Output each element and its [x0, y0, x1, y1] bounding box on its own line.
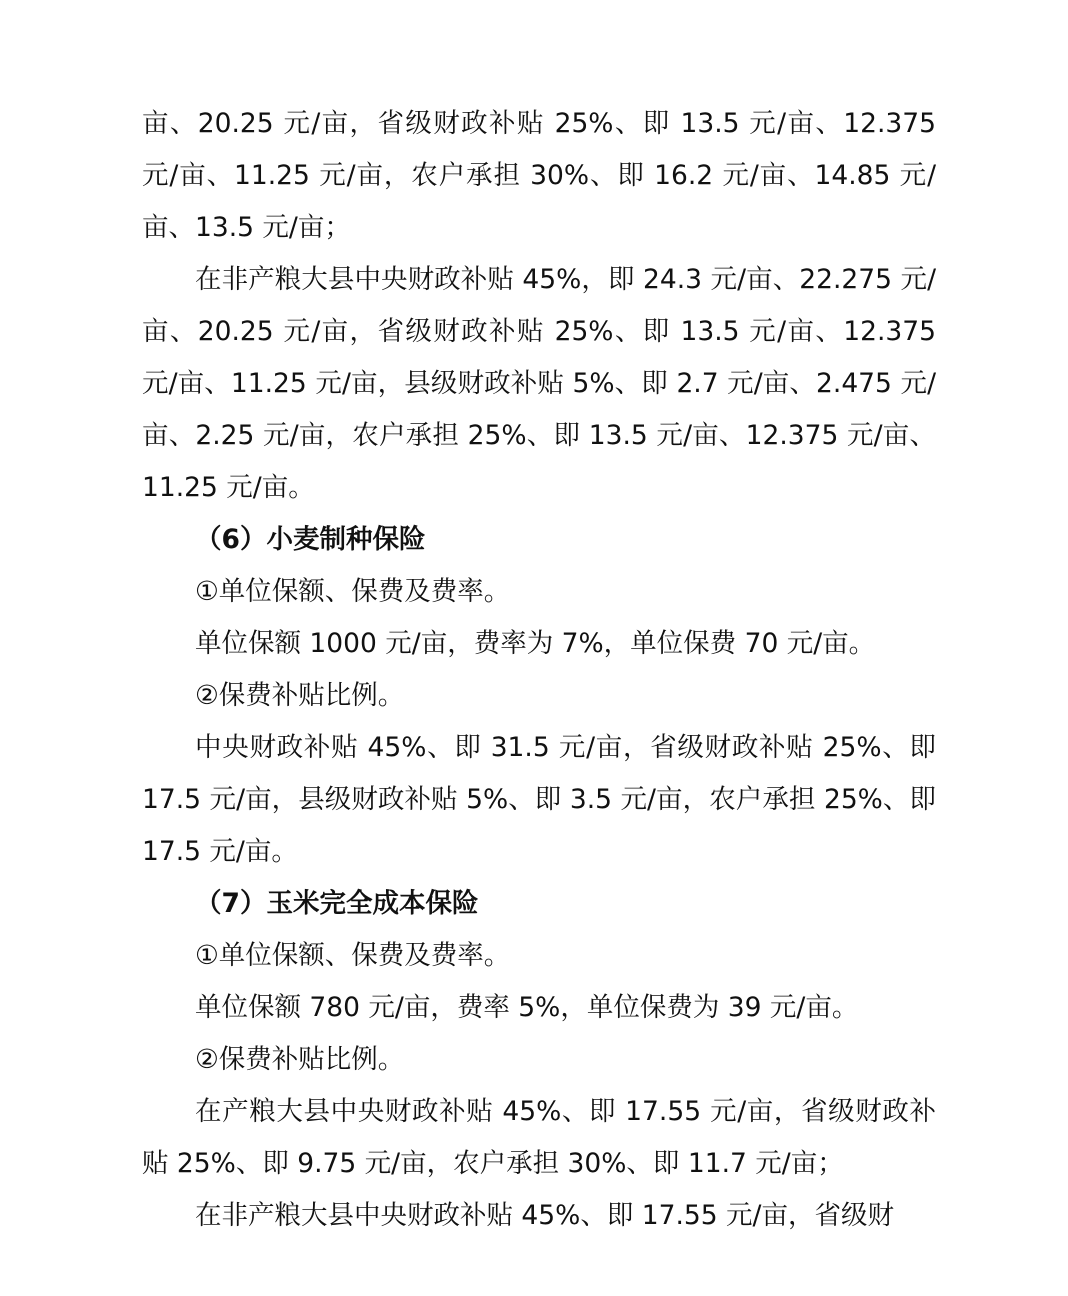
paragraph-non-grain-county-subsidy: 在非产粮大县中央财政补贴 45%，即 24.3 元/亩、22.275 元/亩、20.25 元/亩，省级财政补贴 25%、即 13.5 元/亩、12.375 元/亩、11.25 元/亩，县级财政补贴 5%、即 2.7 元/亩、2.475 元/亩、2.25 元/亩，农户承担 25%、即 13.5 元/亩、12.375 元/亩、11.25 元/亩。	[142, 264, 936, 503]
section-heading-wheat-seed-insurance: （6）小麦制种保险	[195, 524, 426, 555]
paragraph-corn-coverage: 单位保额 780 元/亩，费率 5%，单位保费为 39 元/亩。	[195, 992, 859, 1023]
paragraph-corn-grain-county-subsidy: 在产粮大县中央财政补贴 45%、即 17.55 元/亩，省级财政补贴 25%、即 9.75 元/亩，农户承担 30%、即 11.7 元/亩；	[142, 1096, 936, 1179]
paragraph-continuation: 亩、20.25 元/亩，省级财政补贴 25%、即 13.5 元/亩、12.375 元/亩、11.25 元/亩，农户承担 30%、即 16.2 元/亩、14.85 元/亩、13.5 元/亩；	[142, 108, 936, 243]
section-heading-corn-full-cost-insurance: （7）玉米完全成本保险	[195, 888, 479, 919]
paragraph-corn-non-grain-county-subsidy: 在非产粮大县中央财政补贴 45%、即 17.55 元/亩，省级财	[195, 1200, 894, 1231]
subheading-subsidy-ratio: ②保费补贴比例。	[195, 680, 405, 711]
subheading-coverage-premium-rate: ①单位保额、保费及费率。	[195, 576, 511, 607]
paragraph-wheat-coverage: 单位保额 1000 元/亩，费率为 7%，单位保费 70 元/亩。	[195, 628, 876, 659]
subheading-subsidy-ratio: ②保费补贴比例。	[195, 1044, 405, 1075]
paragraph-wheat-subsidy: 中央财政补贴 45%、即 31.5 元/亩，省级财政补贴 25%、即 17.5 元/亩，县级财政补贴 5%、即 3.5 元/亩，农户承担 25%、即 17.5 元/亩。	[142, 732, 936, 867]
subheading-coverage-premium-rate: ①单位保额、保费及费率。	[195, 940, 511, 971]
document-page	[142, 98, 936, 1242]
